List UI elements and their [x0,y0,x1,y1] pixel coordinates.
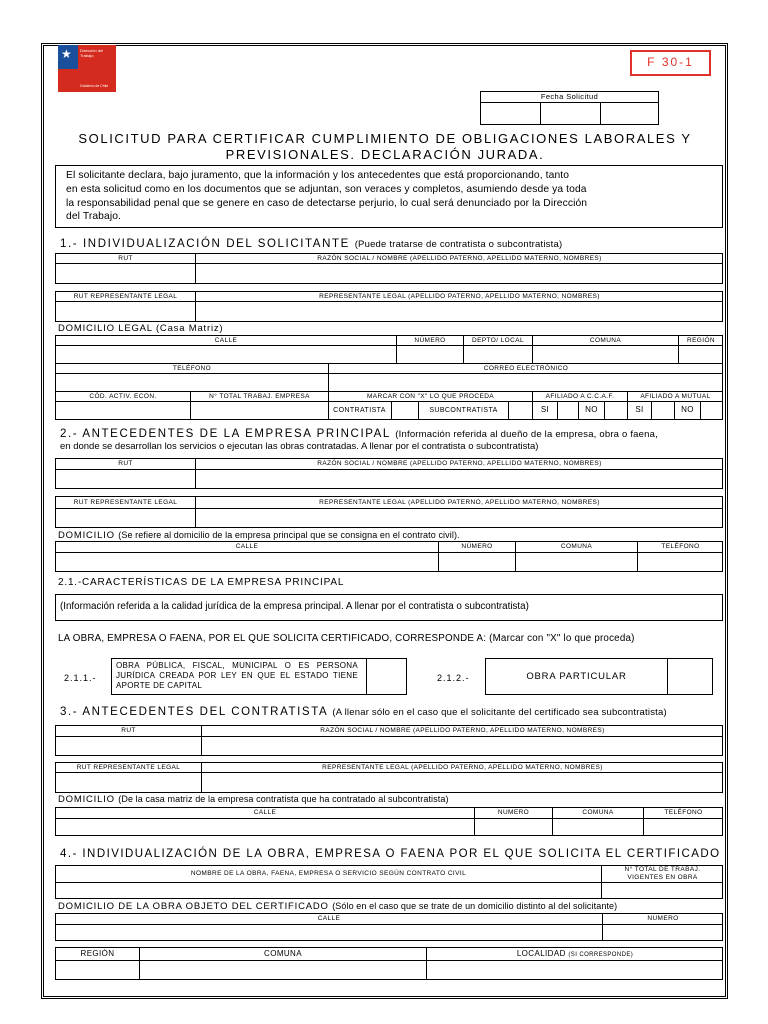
s3-numero-label: NUMERO [497,809,530,816]
fecha-month-field[interactable] [541,103,600,125]
s1-numero-field[interactable] [397,346,463,363]
s1-calle-field[interactable] [56,346,396,363]
s1-region-field[interactable] [679,346,723,363]
s1-rep-label: REPRESENTANTE LEGAL (APELLIDO PATERNO, APELLIDO MATERNO, NOMBRES) [319,293,600,300]
s1-mutual-no-label: NO [681,405,694,414]
s21-opt2-text: OBRA PARTICULAR [526,671,627,682]
s1-mutual-si-label: SI [635,405,644,414]
s1-correo-label: CORREO ELECTRÓNICO [483,365,569,372]
s2-comuna-field[interactable] [516,553,637,572]
s1-contratista-label: CONTRATISTA [333,407,386,414]
s1-comuna-label: COMUNA [589,337,622,344]
logo-text-1: Dirección del [80,48,104,53]
s1-ccaf-no-checkbox[interactable] [605,402,627,420]
s21-opt1-code: 2.1.1.- [64,673,97,683]
s1-ccaf-label: AFILIADO A C.C.A.F. [545,393,615,400]
s4-total-trab-field[interactable] [602,883,723,899]
s3-rut-rep-field[interactable] [56,773,201,793]
form-title-1: SOLICITUD PARA CERTIFICAR CUMPLIMIENTO DE OBLIGACIONES LABORALES Y [78,131,692,146]
s4-comuna-label: COMUNA [264,949,302,958]
section2-title: 2.- ANTECEDENTES DE LA EMPRESA PRINCIPAL (Información referida al dueño de la empresa, obra o faena, [60,428,658,440]
s4-domicilio-title: DOMICILIO DE LA OBRA OBJETO DEL CERTIFICADO (Sólo en el caso que se trate de un domicilio distinto al del solicitante) [58,901,618,912]
logo-red-block [58,69,116,92]
s1-razon-label: RAZÓN SOCIAL / NOMBRE (APELLIDO PATERNO, APELLIDO MATERNO, NOMBRES) [317,255,602,262]
logo-star-icon: ★ [61,47,72,61]
s3-rep-field[interactable] [202,773,723,793]
s3-numero-field[interactable] [475,819,552,836]
s1-mutual-si-checkbox[interactable] [652,402,674,420]
s1-total-trab-label: N° TOTAL TRABAJ. EMPRESA [209,393,310,400]
s2-rut-label: RUT [118,460,133,467]
s1-marcar-label: MARCAR CON "X" LO QUE PROCEDA [366,393,495,400]
section4-title: 4.- INDIVIDUALIZACIÓN DE LA OBRA, EMPRESA O FAENA POR EL QUE SOLICITA EL CERTIFICADO [60,848,721,860]
s1-rep-field[interactable] [196,302,723,322]
s3-telefono-label: TELÉFONO [664,809,703,816]
s1-region-label: REGIÓN [686,337,716,344]
logo [58,45,116,92]
s1-rut-rep-label: RUT REPRESENTANTE LEGAL [73,293,178,300]
s21-opt1-checkbox[interactable] [367,659,406,694]
s1-rut-rep-field[interactable] [56,302,195,322]
s4-region-label: REGIÓN [80,949,115,958]
s2-numero-field[interactable] [439,553,515,572]
s2-rut-rep-label: RUT REPRESENTANTE LEGAL [73,499,178,506]
s1-razon-field[interactable] [196,264,723,284]
s3-domicilio-title: DOMICILIO (De la casa matriz de la empresa contratista que ha contratado al subcontratista) [58,794,449,805]
s2-telefono-label: TELÉFONO [661,543,700,550]
s2-rut-field[interactable] [56,470,195,489]
s21-opt2-code: 2.1.2.- [437,673,470,683]
logo-footer: Gobierno de Chile [80,84,109,88]
s4-calle-field[interactable] [56,925,602,941]
s4-nombre-obra-field[interactable] [56,883,601,899]
s21-opt1-text: OBRA PÚBLICA, FISCAL, MUNICIPAL O ES PERSONA JURÍDICA CREADA POR LEY EN QUE EL ESTADO TIENE APORTE DE CAPITAL [116,661,358,690]
section3-title: 3.- ANTECEDENTES DEL CONTRATISTA (A llenar sólo en el caso que el solicitante del certificado sea subcontratista) [60,706,667,718]
s1-contratista-checkbox[interactable] [391,402,418,420]
s4-numero-label: NUMERO [647,915,679,922]
declaration-line-4: del Trabajo. [66,211,122,222]
s4-comuna-field[interactable] [140,961,426,980]
s1-calle-label: CALLE [214,337,238,344]
s1-depto-label: DEPTO/ LOCAL [471,337,524,344]
s3-telefono-field[interactable] [644,819,723,836]
s2-rep-label: REPRESENTANTE LEGAL (APELLIDO PATERNO, APELLIDO MATERNO, NOMBRES) [319,499,600,506]
section1-title: 1.- INDIVIDUALIZACIÓN DEL SOLICITANTE (Puede tratarse de contratista o subcontratista) [60,238,563,250]
s3-rut-field[interactable] [56,737,201,756]
s4-region-field[interactable] [56,961,139,980]
s2-numero-label: NÚMERO [461,543,493,550]
s2-telefono-field[interactable] [638,553,723,572]
s2-domicilio-title: DOMICILIO (Se refiere al domicilio de la empresa principal que se consigna en el contrato civil). [58,530,460,541]
s3-razon-field[interactable] [202,737,723,756]
form-title-2: PREVISIONALES. DECLARACIÓN JURADA. [225,147,545,162]
s3-razon-label: RAZÓN SOCIAL / NOMBRE (APELLIDO PATERNO, APELLIDO MATERNO, NOMBRES) [320,727,605,734]
s4-total-trab-label-1: N° TOTAL DE TRABAJ. [624,866,701,873]
s21-opt2-checkbox[interactable] [668,659,712,694]
s2-rut-rep-field[interactable] [56,509,195,528]
fecha-day-field[interactable] [481,103,540,125]
s21-info: (Información referida a la calidad jurídica de la empresa principal. A llenar por el contratista o subcontratista) [60,601,529,612]
fecha-year-field[interactable] [601,103,659,125]
s4-total-trab-label-2: VIGENTES EN OBRA [627,874,698,881]
s1-total-trab-field[interactable] [191,402,328,420]
s4-calle-label: CALLE [317,915,341,922]
section21-title: 2.1.-CARACTERÍSTICAS DE LA EMPRESA PRINCIPAL [58,577,345,588]
s2-razon-label: RAZÓN SOCIAL / NOMBRE (APELLIDO PATERNO, APELLIDO MATERNO, NOMBRES) [317,460,602,467]
logo-text-2: Trabajo [80,53,94,58]
form-code: F 30-1 [647,55,694,69]
s3-rut-label: RUT [121,727,136,734]
s3-calle-label: CALLE [253,809,277,816]
s3-rep-label: REPRESENTANTE LEGAL (APELLIDO PATERNO, APELLIDO MATERNO, NOMBRES) [322,764,603,771]
s2-comuna-label: COMUNA [560,543,593,550]
section2-note-2: en donde se desarrollan los servicios o ejecutan las obras contratadas. A llenar por el contratista o subcontratista) [60,441,539,452]
s1-subcontratista-label: SUBCONTRATISTA [429,407,498,414]
s4-localidad-label: LOCALIDAD (SI CORRESPONDE) [516,949,634,958]
s1-depto-field[interactable] [464,346,532,363]
s1-cod-activ-field[interactable] [56,402,190,420]
s3-comuna-label: COMUNA [582,809,614,816]
s1-rut-field[interactable] [56,264,195,284]
s2-razon-field[interactable] [196,470,723,489]
s1-cod-activ-label: CÓD. ACTIV. ECON. [89,393,157,400]
declaration-line-2: en esta solicitud como en los documentos que se adjuntan, son veraces y completos, asumiendo desde ya toda [66,184,587,195]
s1-mutual-label: AFILIADO A MUTUAL [640,393,711,400]
s1-domicilio-title: DOMICILIO LEGAL (Casa Matriz) [58,323,224,334]
s1-correo-field[interactable] [329,374,723,391]
declaration-line-1: El solicitante declara, bajo juramento, que la información y los antecedentes que está proporcionando, tanto [66,170,570,181]
s3-calle-field[interactable] [56,819,474,836]
s1-rut-label: RUT [118,255,133,262]
s21-question: LA OBRA, EMPRESA O FAENA, POR EL QUE SOLICITA CERTIFICADO, CORRESPONDE A: (Marcar con "X" lo que proceda) [58,633,635,644]
s4-nombre-obra-label: NOMBRE DE LA OBRA, FAENA, EMPRESA O SERVICIO SEGÚN CONTRATO CIVIL [190,870,467,877]
s4-numero-field[interactable] [603,925,723,941]
s1-telefono-label: TELÉFONO [172,365,212,372]
s1-comuna-field[interactable] [533,346,678,363]
s3-comuna-field[interactable] [553,819,643,836]
s2-rep-field[interactable] [196,509,723,528]
s1-subcontratista-checkbox[interactable] [509,402,532,420]
s1-ccaf-si-checkbox[interactable] [558,402,578,420]
s2-calle-label: CALLE [235,543,259,550]
s1-telefono-field[interactable] [56,374,328,391]
s2-calle-field[interactable] [56,553,438,572]
s4-localidad-field[interactable] [427,961,723,980]
s1-numero-label: NÚMERO [414,337,446,344]
s1-ccaf-no-label: NO [585,405,598,414]
s3-rut-rep-label: RUT REPRESENTANTE LEGAL [76,764,181,771]
declaration-line-3: la responsabilidad penal que se genere en caso de detectarse perjurio, lo cual será denunciado por la Dirección [66,198,588,209]
s1-mutual-no-checkbox[interactable] [701,402,723,420]
s1-ccaf-si-label: SI [540,405,550,414]
fecha-label: Fecha Solicitud [540,92,599,101]
